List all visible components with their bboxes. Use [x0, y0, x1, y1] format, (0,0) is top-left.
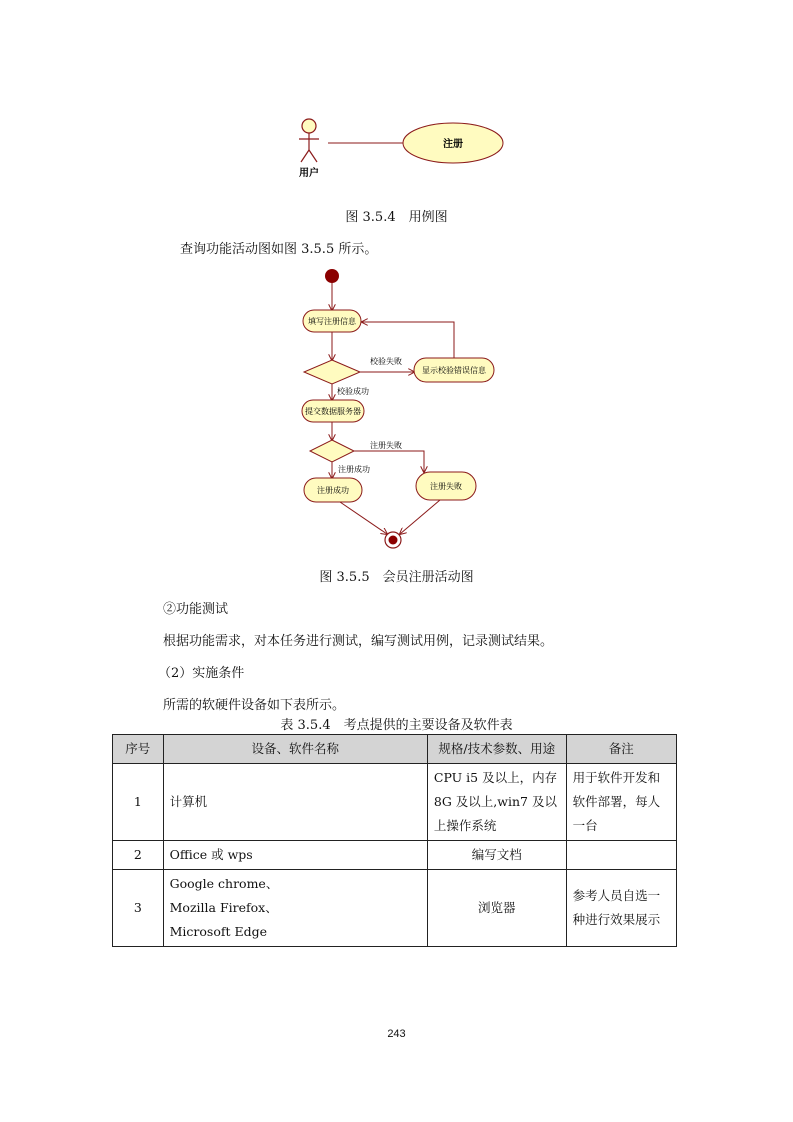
devices-table: [112, 734, 677, 947]
usecase-label: 注册: [443, 139, 463, 150]
cell-num: 1: [113, 764, 164, 841]
cell-spec: CPU i5 及以上，内存 8G 及以上,win7 及以上操作系统: [427, 764, 566, 841]
cell-name: 计算机: [163, 764, 427, 841]
page-number: 243: [387, 1028, 406, 1040]
cell-name: Office 或 wps: [163, 841, 427, 870]
cell-spec: 编写文档: [427, 841, 566, 870]
intro-text: 查询功能活动图如图 3.5.5 所示。: [180, 242, 378, 257]
figure-caption-1: 图 3.5.4 用例图: [345, 210, 448, 225]
cell-name-line: Mozilla Firefox、: [169, 900, 278, 915]
table-header-row: [113, 735, 677, 764]
test-text: 根据功能需求，对本任务进行测试，编写测试用例，记录测试结果。: [163, 634, 554, 649]
table-caption: 表 3.5.4 考点提供的主要设备及软件表: [280, 718, 513, 733]
activity-submit-label: 提交数据服务器: [305, 407, 361, 416]
label-check-fail: 校验失败: [370, 357, 402, 366]
cell-note: 用于软件开发和软件部署，每人一台: [566, 764, 676, 841]
cell-spec: 浏览器: [427, 870, 566, 947]
activity-register-success-label: 注册成功: [317, 486, 349, 495]
label-register-success: 注册成功: [338, 465, 370, 474]
activity-register-fail-label: 注册失败: [430, 482, 462, 491]
cell-note: [566, 841, 676, 870]
actor-label: 用户: [299, 168, 319, 179]
flow-success-end: [340, 502, 387, 534]
header-name: 设备、软件名称: [163, 735, 427, 764]
table-row: [113, 870, 677, 947]
decision-check: [304, 360, 360, 384]
activity-diagram: [290, 262, 510, 554]
label-check-success: 校验成功: [337, 387, 369, 396]
activity-show-error-label: 显示校验错误信息: [422, 366, 486, 375]
section-heading-conditions: （2）实施条件: [158, 666, 245, 681]
table-row: [113, 841, 677, 870]
conditions-text: 所需的软硬件设备如下表所示。: [163, 698, 346, 713]
decision-register: [310, 440, 354, 462]
cell-name: [163, 870, 427, 947]
cell-name-line: Microsoft Edge: [169, 924, 268, 939]
cell-num: 2: [113, 841, 164, 870]
header-spec: 规格/技术参数、用途: [427, 735, 566, 764]
section-heading-test: ②功能测试: [163, 602, 229, 617]
actor-body-icon: [299, 133, 319, 162]
cell-note: 参考人员自选一种进行效果展示: [566, 870, 676, 947]
cell-name-line: Google chrome、: [169, 876, 279, 891]
end-node-inner: [389, 536, 398, 545]
table-row: [113, 764, 677, 841]
label-register-fail: 注册失败: [370, 441, 402, 450]
start-node: [325, 269, 339, 283]
actor-head-icon: [302, 119, 316, 133]
flow-error-back: [362, 322, 454, 358]
flow-fail-end: [400, 500, 440, 534]
use-case-diagram: [290, 112, 510, 182]
activity-fill-info-label: 填写注册信息: [308, 317, 356, 326]
header-num: 序号: [113, 735, 164, 764]
cell-num: 3: [113, 870, 164, 947]
figure-caption-2: 图 3.5.5 会员注册活动图: [319, 570, 474, 585]
header-note: 备注: [566, 735, 676, 764]
